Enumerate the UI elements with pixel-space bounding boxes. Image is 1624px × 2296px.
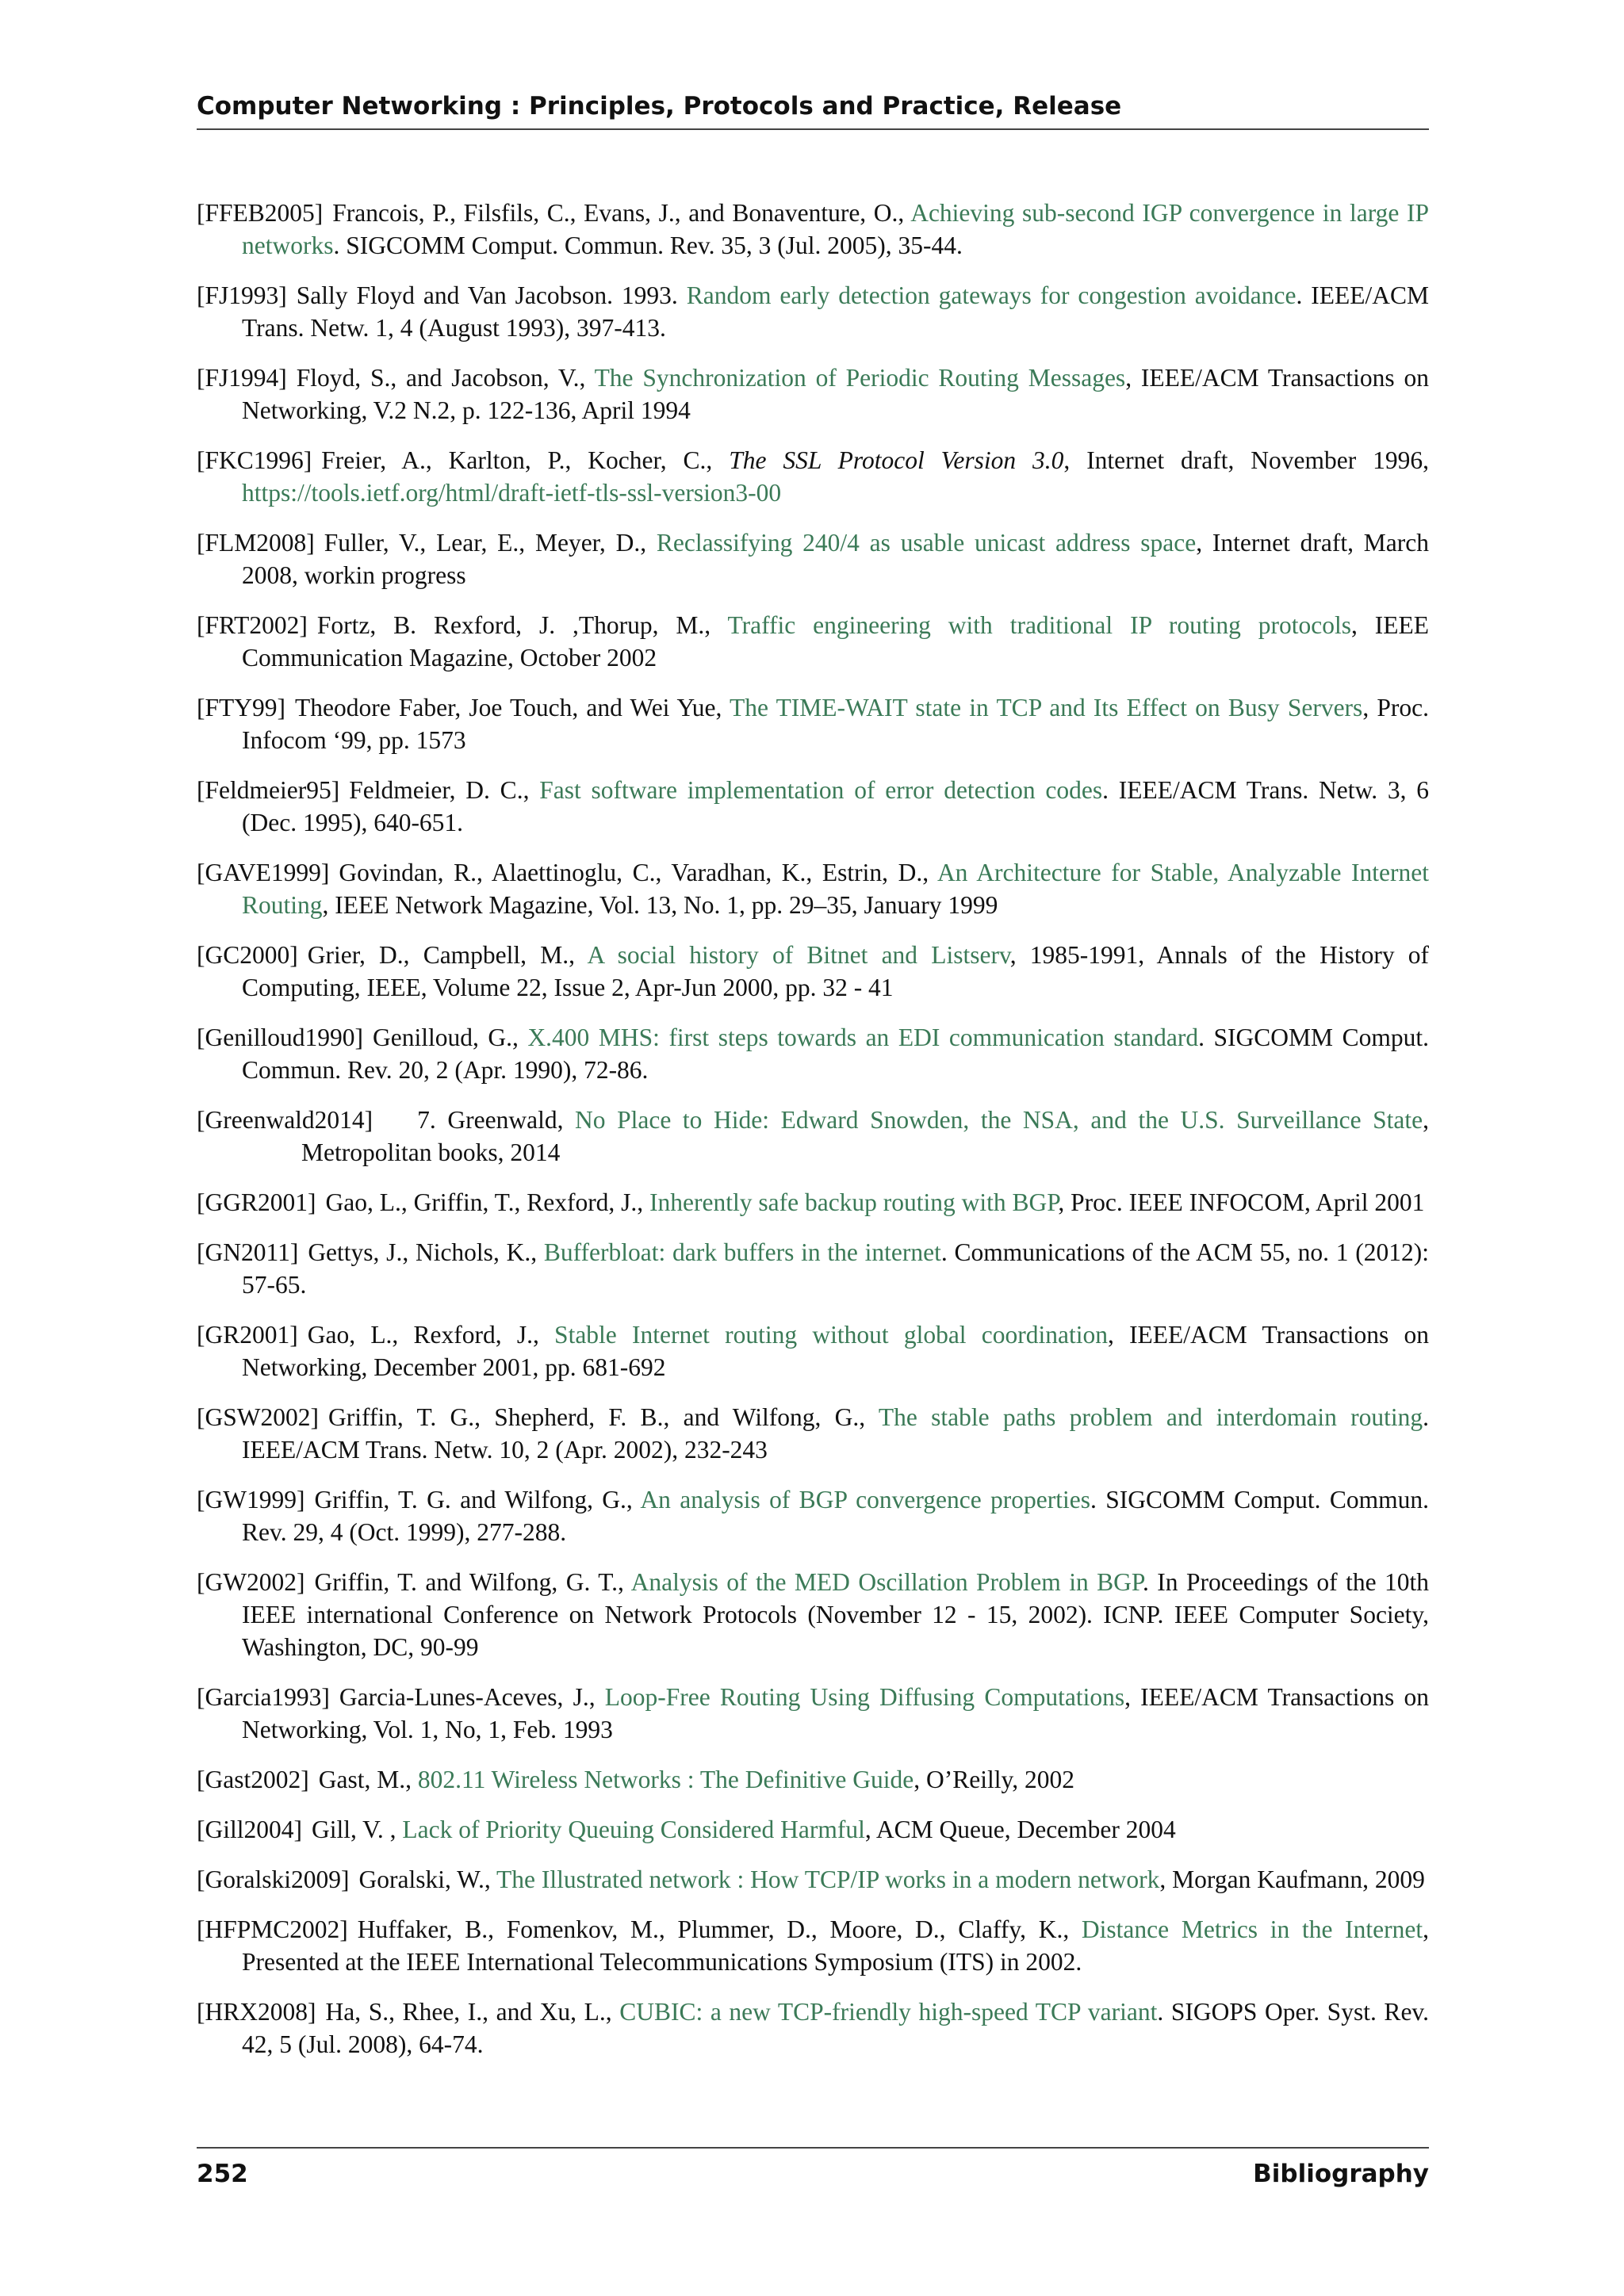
- reference-authors: Genilloud, G.,: [372, 1024, 528, 1051]
- reference-details: . SIGOPS Oper. Syst. Rev. 42, 5 (Jul. 2008), 64-74.: [242, 1998, 1429, 2058]
- reference-link[interactable]: Bufferbloat: dark buffers in the internet: [543, 1238, 941, 1266]
- reference-details: . SIGCOMM Comput. Commun. Rev. 35, 3 (Jul. 2005), 35-44.: [333, 232, 963, 259]
- reference-key: [FTY99]: [197, 694, 285, 721]
- reference-key: [GC2000]: [197, 941, 298, 969]
- reference-entry: [197, 1236, 1429, 1301]
- reference-entry: [197, 1763, 1429, 1796]
- reference-authors: Govindan, R., Alaettinoglu, C., Varadhan, K., Estrin, D.,: [339, 859, 937, 886]
- reference-key: [GGR2001]: [197, 1188, 316, 1216]
- reference-authors: Huffaker, B., Fomenkov, M., Plummer, D., Moore, D., Claffy, K.,: [357, 1915, 1082, 1943]
- reference-entry: [197, 1483, 1429, 1548]
- reference-authors: Gast, M.,: [318, 1766, 418, 1793]
- reference-entry: [197, 1813, 1429, 1846]
- reference-authors: Freier, A., Karlton, P., Kocher, C.,: [321, 446, 730, 474]
- reference-key: [FLM2008]: [197, 529, 315, 557]
- reference-link[interactable]: An Architecture for Stable, Analyzable Internet Routing: [242, 859, 1429, 919]
- reference-entry: [197, 856, 1429, 921]
- reference-authors: Gettys, J., Nichols, K.,: [308, 1238, 544, 1266]
- reference-entry: [197, 939, 1429, 1004]
- reference-authors: Fuller, V., Lear, E., Meyer, D.,: [324, 529, 657, 557]
- page-number: 252: [197, 2160, 248, 2188]
- reference-entry: [197, 1913, 1429, 1978]
- reference-key: [Gast2002]: [197, 1766, 309, 1793]
- reference-entry: [197, 526, 1429, 591]
- reference-entry: [197, 1681, 1429, 1746]
- reference-link[interactable]: The TIME-WAIT state in TCP and Its Effect on Busy Servers: [729, 694, 1363, 721]
- reference-details: . IEEE/ACM Trans. Netw. 1, 4 (August 1993), 397-413.: [242, 281, 1429, 342]
- reference-details: , IEEE/ACM Transactions on Networking, V.2 N.2, p. 122-136, April 1994: [242, 364, 1429, 424]
- reference-entry: [197, 279, 1429, 344]
- reference-key: [Gill2004]: [197, 1816, 302, 1843]
- reference-details: , 1985-1991, Annals of the History of Computing, IEEE, Volume 22, Issue 2, Apr-Jun 2000, pp. 32 - 41: [242, 941, 1429, 1001]
- reference-link[interactable]: https://tools.ietf.org/html/draft-ietf-tls-ssl-version3-00: [242, 479, 782, 507]
- reference-authors: Ha, S., Rhee, I., and Xu, L.,: [325, 1998, 620, 2026]
- reference-details: . SIGCOMM Comput. Commun. Rev. 29, 4 (Oct. 1999), 277-288.: [242, 1486, 1429, 1546]
- reference-key: [HFPMC2002]: [197, 1915, 348, 1943]
- reference-key: [Goralski2009]: [197, 1866, 350, 1893]
- reference-entry: [197, 197, 1429, 262]
- reference-details: . SIGCOMM Comput. Commun. Rev. 20, 2 (Apr. 1990), 72-86.: [242, 1024, 1430, 1084]
- reference-link[interactable]: Lack of Priority Queuing Considered Harmful: [402, 1816, 865, 1843]
- reference-details: . IEEE/ACM Trans. Netw. 3, 6 (Dec. 1995), 640-651.: [242, 776, 1429, 836]
- reference-link[interactable]: Inherently safe backup routing with BGP: [649, 1188, 1059, 1216]
- reference-authors: Goralski, W.,: [358, 1866, 497, 1893]
- reference-details: , Proc. Infocom ‘99, pp. 1573: [242, 694, 1429, 754]
- running-footer: [197, 2147, 1429, 2188]
- reference-details: . IEEE/ACM Trans. Netw. 10, 2 (Apr. 2002), 232-243: [242, 1403, 1429, 1464]
- reference-key: [FRT2002]: [197, 611, 308, 639]
- reference-link[interactable]: 802.11 Wireless Networks : The Definitive Guide: [417, 1766, 914, 1793]
- reference-details: . In Proceedings of the 10th IEEE international Conference on Network Protocols (November 12 - 15, 2002). ICNP. IEEE Computer Society, Washington, DC, 90-99: [242, 1568, 1429, 1661]
- reference-link[interactable]: Reclassifying 240/4 as usable unicast address space: [656, 529, 1197, 557]
- reference-link[interactable]: CUBIC: a new TCP-friendly high-speed TCP variant: [619, 1998, 1158, 2026]
- reference-details: . Communications of the ACM 55, no. 1 (2012): 57-65.: [242, 1238, 1429, 1299]
- reference-key: [GR2001]: [197, 1321, 298, 1349]
- reference-key: [FFEB2005]: [197, 199, 324, 227]
- reference-authors: Gao, L., Griffin, T., Rexford, J.,: [325, 1188, 650, 1216]
- reference-details: , IEEE/ACM Transactions on Networking, Vol. 1, No, 1, Feb. 1993: [242, 1683, 1429, 1743]
- reference-key: [FKC1996]: [197, 446, 312, 474]
- reference-entry: [197, 774, 1429, 839]
- reference-link[interactable]: A social history of Bitnet and Listserv: [587, 941, 1010, 969]
- reference-authors: Griffin, T. G. and Wilfong, G.,: [314, 1486, 641, 1513]
- reference-authors: Francois, P., Filsfils, C., Evans, J., and Bonaventure, O.,: [332, 199, 911, 227]
- reference-authors: Floyd, S., and Jacobson, V.,: [296, 364, 595, 392]
- reference-key: [GN2011]: [197, 1238, 299, 1266]
- reference-entry: [197, 1186, 1429, 1219]
- reference-link[interactable]: The Synchronization of Periodic Routing Messages: [594, 364, 1126, 392]
- reference-link[interactable]: Analysis of the MED Oscillation Problem in BGP: [630, 1568, 1143, 1596]
- reference-details: , Internet draft, March 2008, workin progress: [242, 529, 1429, 589]
- reference-link[interactable]: Stable Internet routing without global coordination: [554, 1321, 1108, 1349]
- reference-link[interactable]: The stable paths problem and interdomain routing: [878, 1403, 1423, 1431]
- reference-key: [FJ1994]: [197, 364, 287, 392]
- reference-link[interactable]: Random early detection gateways for congestion avoidance: [686, 281, 1297, 309]
- running-header: Computer Networking : Principles, Protocols and Practice, Release: [197, 92, 1429, 130]
- reference-entry: [197, 1104, 1429, 1169]
- reference-key: [GW2002]: [197, 1568, 305, 1596]
- reference-link[interactable]: Loop-Free Routing Using Diffusing Computations: [604, 1683, 1125, 1711]
- reference-entry: [197, 609, 1429, 674]
- reference-key: [Feldmeier95]: [197, 776, 340, 804]
- reference-entry: [197, 444, 1429, 509]
- reference-entry: [197, 1021, 1429, 1086]
- reference-link[interactable]: An analysis of BGP convergence properties: [640, 1486, 1091, 1513]
- reference-details: , ACM Queue, December 2004: [864, 1816, 1176, 1843]
- reference-details: , Morgan Kaufmann, 2009: [1159, 1866, 1425, 1893]
- reference-authors: Griffin, T. G., Shepherd, F. B., and Wilfong, G.,: [327, 1403, 879, 1431]
- reference-link[interactable]: Distance Metrics in the Internet: [1081, 1915, 1423, 1943]
- reference-authors: Sally Floyd and Van Jacobson. 1993.: [296, 281, 687, 309]
- reference-authors: Griffin, T. and Wilfong, G. T.,: [314, 1568, 631, 1596]
- reference-entry: [197, 362, 1429, 427]
- section-name: Bibliography: [1253, 2160, 1429, 2188]
- reference-link[interactable]: The Illustrated network : How TCP/IP works in a modern network: [496, 1866, 1160, 1893]
- bibliography-list: [197, 197, 1429, 2078]
- reference-authors: Feldmeier, D. C.,: [349, 776, 540, 804]
- reference-link[interactable]: No Place to Hide: Edward Snowden, the NSA, and the U.S. Surveillance State: [575, 1106, 1423, 1134]
- reference-entry: [197, 691, 1429, 756]
- reference-key: [GSW2002]: [197, 1403, 319, 1431]
- reference-authors: Gill, V. ,: [311, 1816, 403, 1843]
- reference-key: [Greenwald2014]: [197, 1106, 373, 1134]
- reference-authors: Gao, L., Rexford, J.,: [307, 1321, 555, 1349]
- reference-authors: Grier, D., Campbell, M.,: [307, 941, 588, 969]
- reference-details: , Proc. IEEE INFOCOM, April 2001: [1058, 1188, 1425, 1216]
- reference-link[interactable]: Traffic engineering with traditional IP routing protocols: [727, 611, 1351, 639]
- reference-authors: 7. Greenwald,: [417, 1106, 576, 1134]
- reference-authors: Fortz, B. Rexford, J. ,Thorup, M.,: [316, 611, 728, 639]
- reference-entry: [197, 1996, 1429, 2061]
- reference-key: [GAVE1999]: [197, 859, 330, 886]
- reference-key: [Garcia1993]: [197, 1683, 330, 1711]
- reference-link[interactable]: Fast software implementation of error detection codes: [539, 776, 1103, 804]
- reference-authors: Garcia-Lunes-Aceves, J.,: [339, 1683, 605, 1711]
- reference-title: The SSL Protocol Version 3.0: [729, 446, 1064, 474]
- reference-entry: [197, 1566, 1429, 1663]
- reference-details: , Metropolitan books, 2014: [301, 1106, 1429, 1166]
- reference-details: , IEEE Network Magazine, Vol. 13, No. 1, pp. 29–35, January 1999: [322, 891, 998, 919]
- reference-key: [HRX2008]: [197, 1998, 316, 2026]
- reference-details: , IEEE Communication Magazine, October 2002: [242, 611, 1429, 672]
- reference-details: , Presented at the IEEE International Telecommunications Symposium (ITS) in 2002.: [242, 1915, 1429, 1976]
- reference-key: [GW1999]: [197, 1486, 305, 1513]
- reference-authors: Theodore Faber, Joe Touch, and Wei Yue,: [295, 694, 730, 721]
- reference-entry: [197, 1401, 1429, 1466]
- reference-details: , O’Reilly, 2002: [914, 1766, 1074, 1793]
- reference-link[interactable]: X.400 MHS: first steps towards an EDI communication standard: [527, 1024, 1199, 1051]
- reference-details: , Internet draft, November 1996,: [1063, 446, 1429, 474]
- reference-entry: [197, 1863, 1429, 1896]
- reference-entry: [197, 1318, 1429, 1383]
- reference-key: [FJ1993]: [197, 281, 287, 309]
- reference-link[interactable]: Achieving sub-second IGP convergence in large IP networks: [242, 199, 1429, 259]
- reference-key: [Genilloud1990]: [197, 1024, 363, 1051]
- reference-details: , IEEE/ACM Transactions on Networking, December 2001, pp. 681-692: [242, 1321, 1429, 1381]
